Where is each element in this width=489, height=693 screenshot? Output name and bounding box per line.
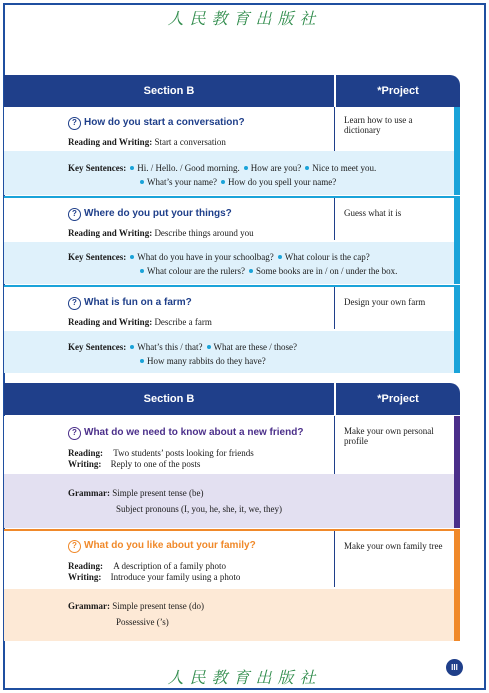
rw-label: Reading and Writing:: [68, 137, 153, 147]
writing-text: Introduce your family using a photo: [110, 572, 241, 582]
unit-row: Guess what it is ? Where do you put your things? Reading and Writing: Describe things around you Key Sentences: What do you have in your schoolbag? What colour is the cap? What colour are the rulers? Some books are in / on / under the box.: [4, 196, 460, 284]
question-icon: ?: [68, 427, 81, 440]
header-project: *Project: [377, 393, 419, 405]
rw-label: Reading and Writing:: [68, 228, 153, 238]
grammar-panel: [4, 589, 454, 641]
header-section-b: Section B: [143, 85, 195, 97]
unit-question: What is fun on a farm?: [84, 297, 192, 308]
unit-row: Make your own personal profile ? What do we need to know about a new friend? Reading: Two students’ posts looking for friends Writing: Reply to one of the posts Grammar: Simple present tense (be) Subject pronouns (I, you, he, she, it, we, they): [4, 416, 460, 528]
ks-label: Key Sentences:: [68, 163, 127, 173]
section-table-2: [4, 383, 460, 627]
question-icon: ?: [68, 540, 81, 553]
rw-label: Reading and Writing:: [68, 317, 153, 327]
publisher-footer: 人民教育出版社: [167, 668, 322, 687]
unit-question: Where do you put your things?: [84, 208, 232, 219]
grammar-label: Grammar:: [68, 488, 110, 498]
ks-label: Key Sentences:: [68, 342, 127, 352]
reading-text: Two students’ posts looking for friends: [113, 448, 254, 458]
rw-text: Start a conversation: [154, 137, 226, 147]
question-icon: ?: [68, 117, 81, 130]
question-icon: ?: [68, 297, 81, 310]
project-text: Design your own farm: [344, 297, 426, 307]
section-table-1: [4, 75, 460, 366]
reading-label: Reading:: [68, 448, 104, 458]
unit-row: Make your own family tree ? What do you like about your family? Reading: A description of a family photo Writing: Introduce your family using a photo Grammar: Simple present tense (do) Possessive (’s): [4, 529, 460, 641]
rw-text: Describe things around you: [154, 228, 254, 238]
table-header: [4, 383, 460, 415]
reading-text: A description of a family photo: [113, 561, 226, 571]
project-text: Make your own family tree: [344, 541, 443, 551]
unit-row: Design your own farm ? What is fun on a farm? Reading and Writing: Describe a farm Key Sentences: What’s this / that? What are these / those? How many rabbits do they have?: [4, 285, 460, 373]
grammar-line: Possessive (’s): [116, 617, 169, 627]
reading-label: Reading:: [68, 561, 104, 571]
publisher-header: 人民教育出版社: [167, 9, 322, 28]
grammar-line: Subject pronouns (I, you, he, she, it, we, they): [116, 504, 282, 514]
table-header: [4, 75, 460, 107]
key-sentences-panel: [4, 151, 454, 195]
key-sentences-panel: [4, 242, 454, 284]
page-number: III: [446, 659, 463, 676]
writing-label: Writing:: [68, 572, 102, 582]
unit-question: What do we need to know about a new friend?: [84, 427, 304, 438]
project-text: Make your own personal profile: [344, 426, 434, 446]
project-text: Learn how to use a dictionary: [344, 115, 413, 135]
unit-question: What do you like about your family?: [84, 540, 256, 551]
writing-label: Writing:: [68, 459, 102, 469]
header-project: *Project: [377, 85, 419, 97]
grammar-label: Grammar:: [68, 601, 110, 611]
question-icon: ?: [68, 208, 81, 221]
unit-row: Learn how to use a dictionary ? How do you start a conversation? Reading and Writing: Start a conversation Key Sentences: Hi. / Hello. / Good morning. How are you? Nice to meet you. What’s your name? How do you spell your name?: [4, 107, 460, 195]
ks-label: Key Sentences:: [68, 252, 127, 262]
key-sentences-panel: [4, 331, 454, 373]
unit-question: How do you start a conversation?: [84, 117, 245, 128]
header-section-b: Section B: [143, 393, 195, 405]
rw-text: Describe a farm: [154, 317, 212, 327]
project-text: Guess what it is: [344, 208, 402, 218]
grammar-panel: [4, 474, 454, 528]
writing-text: Reply to one of the posts: [110, 459, 201, 469]
